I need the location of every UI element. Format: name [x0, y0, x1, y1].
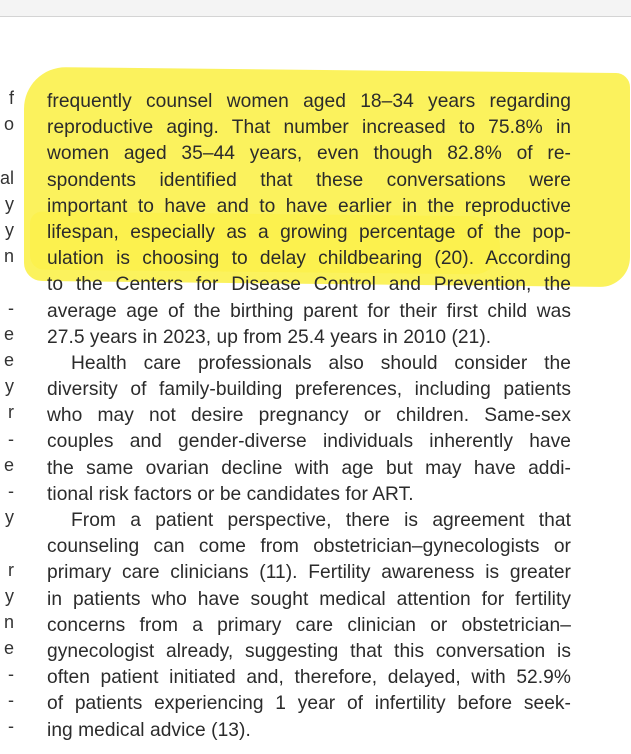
- text-line: average age of the birthing parent for their first child was: [47, 300, 571, 322]
- text-line: concerns from a primary care clinician or obstetrician–: [47, 614, 571, 636]
- edge-fragment: e: [3, 350, 14, 370]
- text-line: reproductive aging. That number increased to 75.8% in: [47, 117, 571, 139]
- paragraph: [47, 508, 571, 744]
- edge-fragment: -: [8, 481, 14, 501]
- paragraph: [47, 351, 571, 508]
- edge-fragment: f: [8, 88, 14, 108]
- edge-fragment: -: [8, 429, 14, 449]
- text-line: couples and gender-diverse individuals inherently have: [47, 431, 571, 453]
- edge-fragment: y: [5, 220, 14, 240]
- edge-fragment: -: [8, 716, 14, 736]
- text-line: ulation is choosing to delay childbearing (20). According: [47, 248, 571, 270]
- edge-fragment: y: [5, 376, 14, 396]
- text-line: Health care professionals also should consider the: [71, 352, 571, 374]
- edge-fragment: e: [3, 324, 14, 344]
- edge-fragment: o: [3, 114, 14, 134]
- edge-fragment: n: [3, 612, 14, 632]
- edge-fragment: e: [3, 455, 14, 475]
- text-line: gynecologist already, suggesting that this conversation is: [47, 640, 571, 662]
- text-line: spondents identified that these conversations were: [47, 169, 571, 191]
- text-line: frequently counsel women aged 18–34 years regarding: [47, 91, 571, 112]
- edge-fragment: -: [8, 664, 14, 684]
- text-line: of patients experiencing 1 year of infertility before seek-: [47, 693, 571, 715]
- text-line: primary care clinicians (11). Fertility awareness is greater: [47, 562, 571, 584]
- edge-fragment: n: [3, 246, 14, 266]
- edge-fragment: y: [5, 507, 14, 527]
- text-line: women aged 35–44 years, even though 82.8% of re-: [47, 143, 571, 165]
- article-text-column: [47, 89, 571, 744]
- text-line: 27.5 years in 2023, up from 25.4 years in 2010 (21).: [47, 326, 492, 348]
- text-line: ing medical advice (13).: [47, 719, 251, 741]
- text-line: From a patient perspective, there is agreement that: [71, 510, 571, 531]
- edge-fragment: r: [8, 402, 14, 422]
- edge-fragment: y: [5, 586, 14, 606]
- page-top-edge: [0, 0, 631, 17]
- text-line: who may not desire pregnancy or children. Same-sex: [47, 405, 571, 427]
- edge-fragment: r: [8, 560, 14, 580]
- edge-fragment: e: [3, 638, 14, 658]
- text-line: often patient initiated and, therefore, delayed, with 52.9%: [47, 667, 571, 689]
- edge-fragment: -: [8, 690, 14, 710]
- text-line: in patients who have sought medical attention for fertility: [47, 588, 571, 610]
- text-line: the same ovarian decline with age but may have addi-: [47, 457, 571, 479]
- text-line: diversity of family-building preferences, including patients: [47, 379, 571, 401]
- text-line: counseling can come from obstetrician–gynecologists or: [47, 536, 571, 558]
- paragraph: [47, 89, 571, 351]
- text-line: tional risk factors or be candidates for ART.: [47, 483, 414, 505]
- edge-fragment: al: [0, 168, 14, 188]
- text-line: to the Centers for Disease Control and Prevention, the: [47, 274, 571, 296]
- text-line: lifespan, especially as a growing percentage of the pop-: [47, 221, 571, 243]
- edge-fragment: -: [8, 298, 14, 318]
- edge-fragment: y: [5, 194, 14, 214]
- text-line: important to have and to have earlier in the reproductive: [47, 195, 571, 217]
